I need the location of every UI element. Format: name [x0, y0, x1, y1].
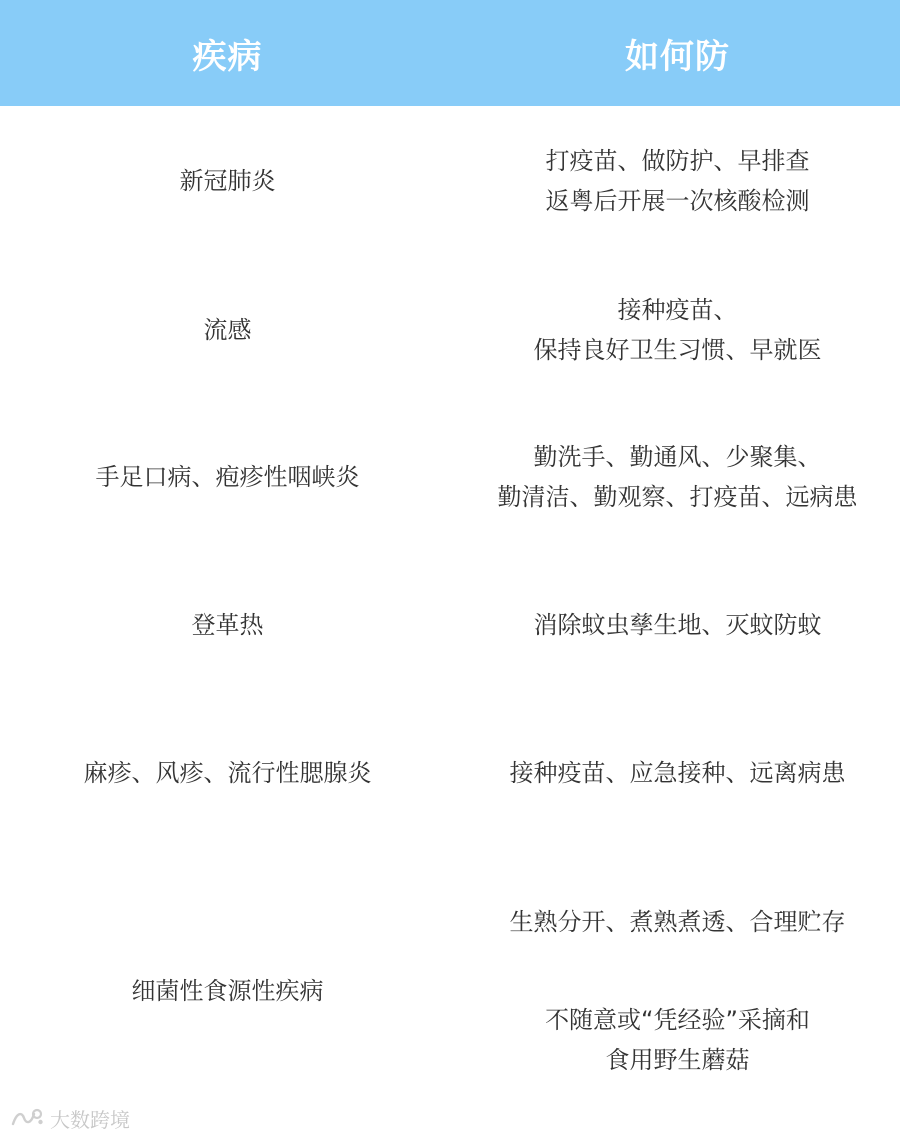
header-prevention: 如何防 — [625, 36, 730, 77]
prevention-cell — [455, 846, 900, 1136]
disease-cell — [0, 256, 455, 404]
watermark-text: 大数跨境 — [50, 1107, 130, 1132]
table-header — [0, 0, 900, 106]
prevention-line: 食用野生蘑菇 — [605, 1046, 750, 1074]
disease-name: 流感 — [203, 316, 252, 344]
prevention-line: 勤清洁、勤观察、打疫苗、远病患 — [497, 483, 858, 511]
disease-cell — [0, 106, 455, 256]
prevention-line: 接种疫苗、 — [617, 296, 738, 324]
disease-name: 麻疹、风疹、流行性腮腺炎 — [83, 759, 372, 787]
prevention-line: 消除蚊虫孳生地、灭蚊防蚊 — [533, 611, 822, 639]
disease-cell — [0, 700, 455, 846]
table-row — [0, 106, 900, 256]
prevention-cell — [455, 256, 900, 404]
prevention-line: 打疫苗、做防护、早排查 — [545, 147, 810, 175]
disease-name: 新冠肺炎 — [179, 167, 276, 195]
table-row — [0, 550, 900, 700]
disease-name: 细菌性食源性疾病 — [131, 977, 324, 1005]
brand-logo-icon — [10, 1107, 44, 1129]
table-row — [0, 700, 900, 846]
disease-cell — [0, 846, 455, 1136]
disease-name: 登革热 — [191, 611, 264, 639]
header-disease: 疾病 — [192, 36, 263, 77]
prevention-line: 不随意或“凭经验”采摘和 — [545, 1006, 810, 1034]
prevention-cell — [455, 550, 900, 700]
disease-name: 手足口病、疱疹性咽峡炎 — [95, 463, 360, 491]
prevention-line: 返粤后开展一次核酸检测 — [545, 187, 810, 215]
prevention-line: 保持良好卫生习惯、早就医 — [533, 336, 822, 364]
prevention-line: 勤洗手、勤通风、少聚集、 — [533, 443, 822, 471]
table-row — [0, 404, 900, 550]
prevention-line: 生熟分开、煮熟煮透、合理贮存 — [509, 908, 846, 936]
prevention-cell — [455, 404, 900, 550]
prevention-cell — [455, 106, 900, 256]
prevention-line: 接种疫苗、应急接种、远离病患 — [509, 759, 846, 787]
disease-cell — [0, 404, 455, 550]
watermark — [10, 1106, 130, 1130]
prevention-cell — [455, 700, 900, 846]
disease-cell — [0, 550, 455, 700]
table-row — [0, 846, 900, 1136]
table-row — [0, 256, 900, 404]
